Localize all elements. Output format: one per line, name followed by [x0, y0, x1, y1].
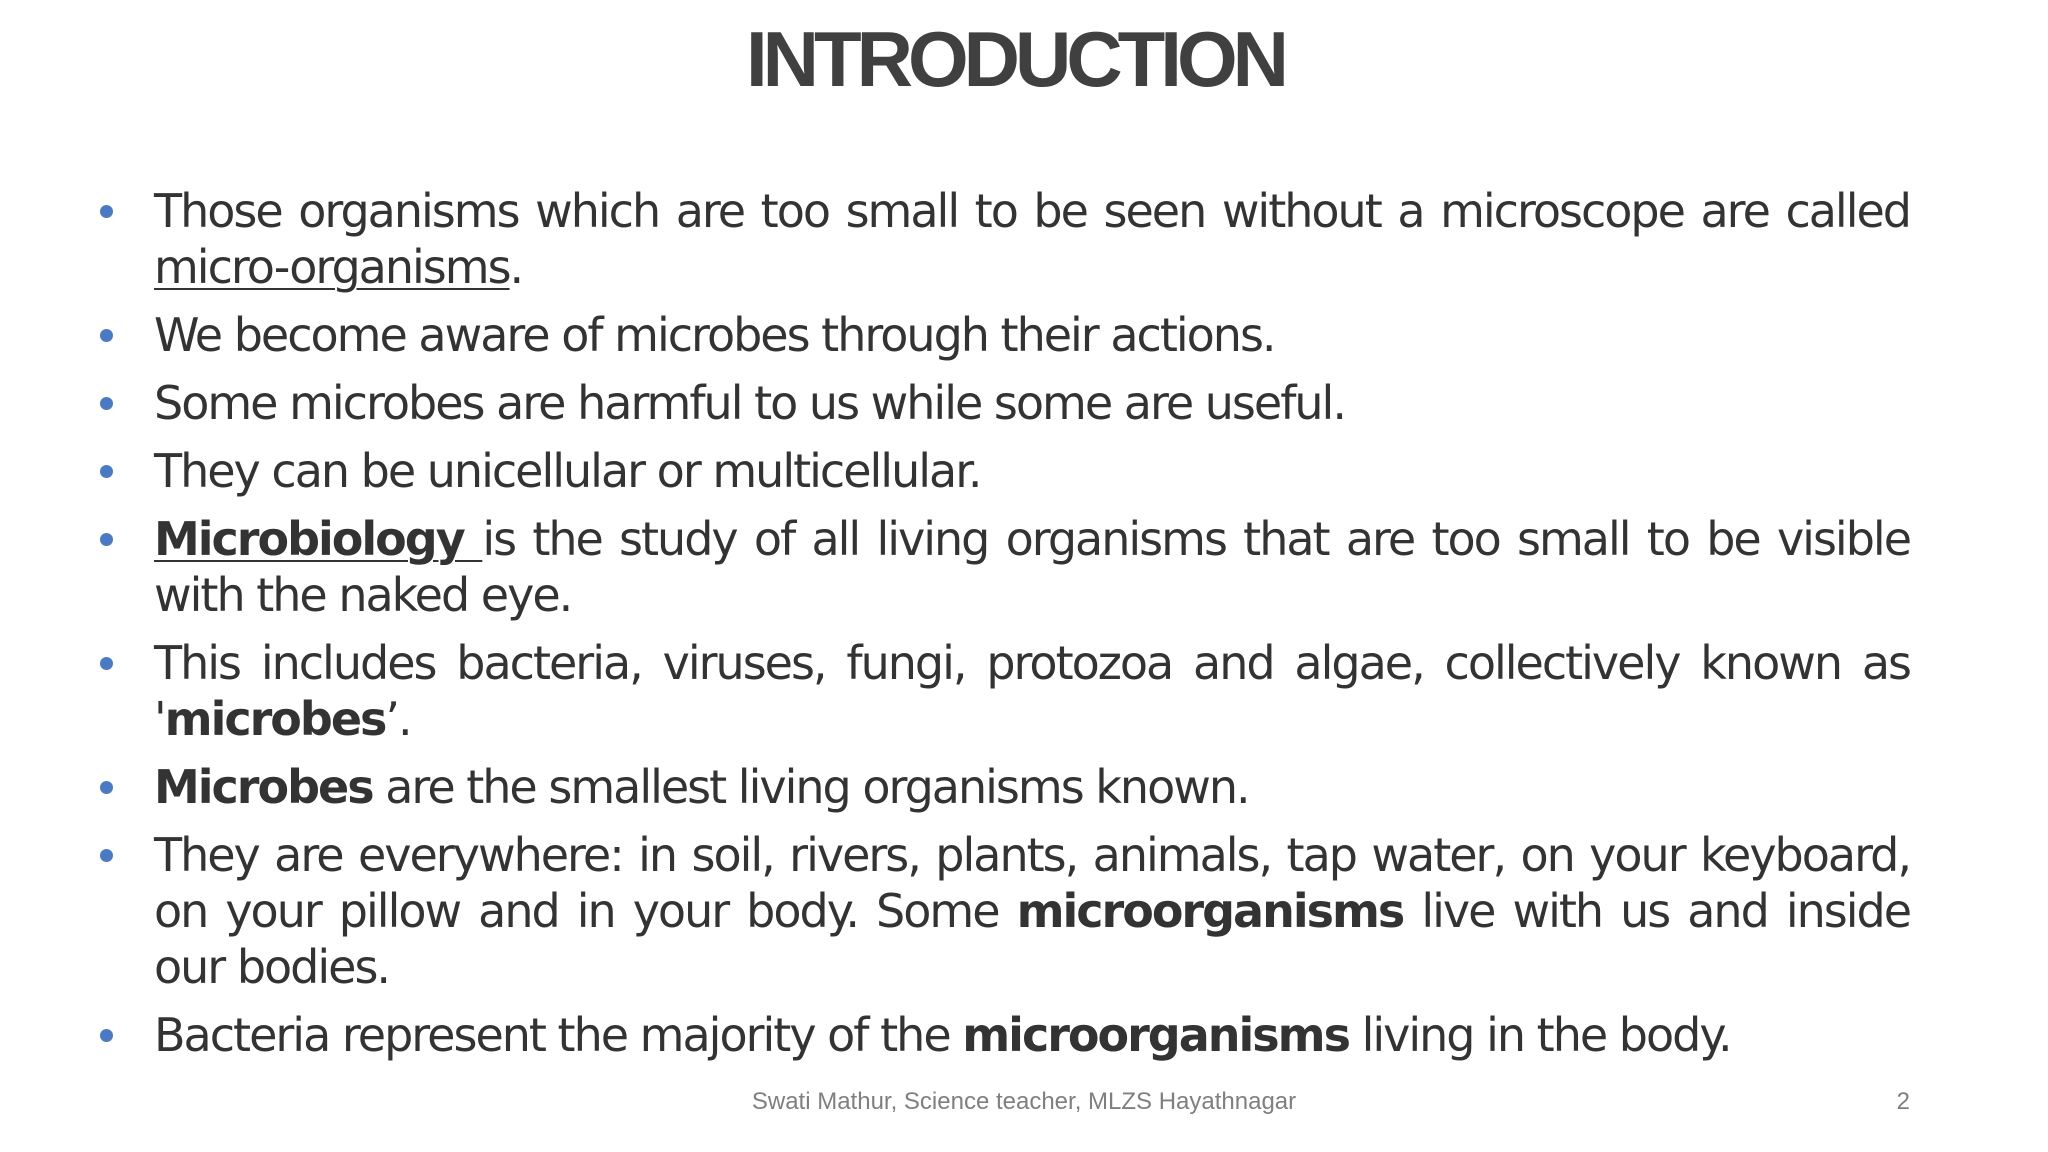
- bullet-dot-icon: [100, 1029, 113, 1042]
- bullet-item: Bacteria represent the majority of the microorganisms living in the body.: [154, 1007, 1910, 1063]
- bullet-item: Microbes are the smallest living organisms known.: [154, 759, 1910, 815]
- bullet-item: Those organisms which are too small to be seen without a microscope are called micro-organisms.: [154, 183, 1910, 295]
- bullet-dot-icon: [100, 657, 113, 670]
- term-microorganisms: microorganisms: [1016, 884, 1404, 938]
- term-microbes: Microbes: [154, 760, 373, 814]
- term-microbiology: Microbiology: [154, 512, 483, 566]
- bullet-item: This includes bacteria, viruses, fungi, protozoa and algae, collectively known as 'microbes’.: [154, 635, 1910, 747]
- bullet-dot-icon: [100, 533, 113, 546]
- slide-footer: Swati Mathur, Science teacher, MLZS Hayathnagar: [751, 1088, 1297, 1115]
- bullet-dot-icon: [100, 465, 113, 478]
- bullet-item: They are everywhere: in soil, rivers, plants, animals, tap water, on your keyboard, on your pillow and in your body. Some microorganisms live with us and inside our bodies.: [154, 827, 1910, 995]
- bullet-dot-icon: [100, 205, 113, 218]
- bullet-dot-icon: [100, 329, 113, 342]
- term-micro-organisms: micro-organisms: [154, 240, 510, 294]
- page-number: 2: [1896, 1088, 1910, 1115]
- term-microorganisms: microorganisms: [962, 1008, 1349, 1062]
- bullet-item: We become aware of microbes through their actions.: [154, 307, 1910, 363]
- slide-title: INTRODUCTION: [746, 15, 1284, 103]
- bullet-item: They can be unicellular or multicellular.: [154, 443, 1910, 499]
- bullet-dot-icon: [100, 849, 113, 862]
- term-microbes: microbes: [164, 692, 386, 746]
- bullet-item: Microbiology is the study of all living organisms that are too small to be visible with the naked eye.: [154, 511, 1910, 623]
- bullet-dot-icon: [100, 397, 113, 410]
- bullet-list: [154, 183, 1910, 1075]
- bullet-dot-icon: [100, 781, 113, 794]
- bullet-item: Some microbes are harmful to us while some are useful.: [154, 375, 1910, 431]
